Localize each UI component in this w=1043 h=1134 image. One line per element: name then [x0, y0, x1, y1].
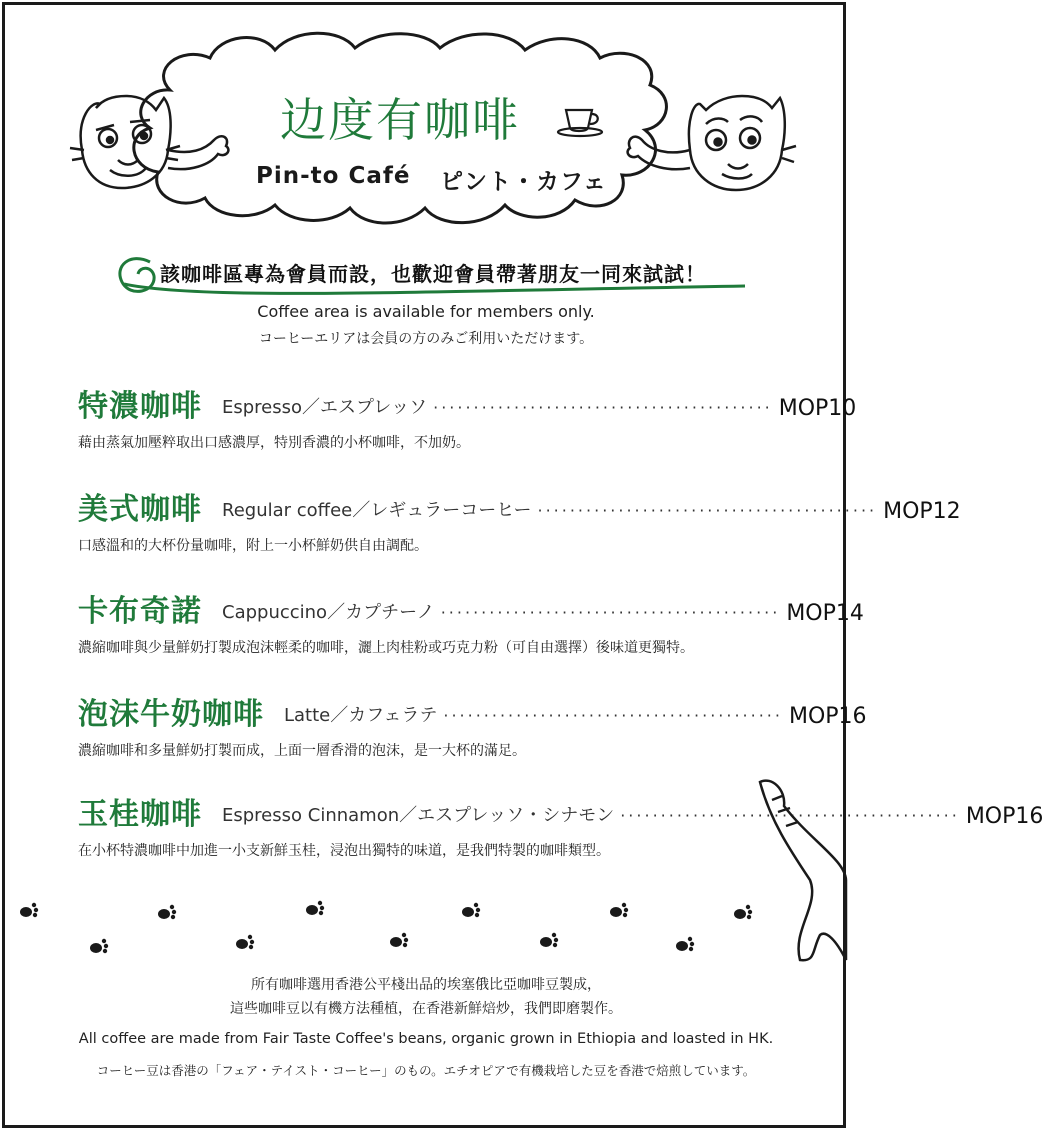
- brand-english-title: Pin-to Café: [256, 163, 411, 189]
- menu-item-description: 濃縮咖啡和多量鮮奶打製而成，上面一層香滑的泡沫，是一大杯的滿足。: [78, 743, 526, 759]
- menu-item-leader: ··········································: [440, 603, 781, 622]
- menu-item-price: MOP14: [786, 601, 864, 626]
- menu-item-price: MOP12: [883, 499, 961, 524]
- menu-item-description: 濃縮咖啡與少量鮮奶打製成泡沫輕柔的咖啡，灑上肉桂粉或巧克力粉（可自由選擇）後味道更獨特。: [78, 640, 694, 656]
- menu-item-name: 泡沫牛奶咖啡: [78, 697, 264, 732]
- menu-item-leader: ··········································: [537, 501, 878, 520]
- menu-item-name: 美式咖啡: [78, 492, 202, 527]
- menu-item-subtitle: Regular coffee／レギュラーコーヒー: [222, 500, 532, 521]
- footer-line-1: 所有咖啡選用香港公平棧出品的埃塞俄比亞咖啡豆製成，: [251, 977, 601, 993]
- footer-line-4: コーヒー豆は香港の「フェア・テイスト・コーヒー」のもの。エチオピアで有機栽培した豆を香港で焙煎しています。: [96, 1063, 756, 1078]
- menu-item-subtitle: Espresso／エスプレッソ: [222, 397, 428, 418]
- menu-item-price: MOP16: [788, 704, 867, 729]
- menu-item-subtitle: Latte／カフェラテ: [284, 705, 438, 726]
- menu-item-price: MOP16: [965, 804, 1043, 829]
- menu-item-name: 玉桂咖啡: [78, 797, 202, 832]
- menu-item-price: MOP10: [778, 396, 857, 421]
- notice-japanese: コーヒーエリアは会員の方のみご利用いただけます。: [258, 331, 594, 347]
- menu-item-subtitle: Espresso Cinnamon／エスプレッソ・シナモン: [222, 805, 615, 826]
- notice-english: Coffee area is available for members only.: [257, 302, 595, 321]
- cat-tail-icon: [760, 781, 846, 961]
- menu-item-leader: ··········································: [443, 706, 783, 725]
- footer-line-2: 這些咖啡豆以有機方法種植，在香港新鮮焙炒，我們即磨製作。: [230, 1001, 622, 1017]
- paw-print-icon: [20, 901, 752, 953]
- brand-japanese-title: ピント・カフェ: [440, 169, 607, 195]
- menu-item-description: 口感溫和的大杯份量咖啡，附上一小杯鮮奶供自由調配。: [78, 538, 428, 554]
- footer-line-3: All coffee are made from Fair Taste Coffee's beans, organic grown in Ethiopia and loasted in HK.: [78, 1031, 774, 1047]
- menu-item-description: 藉由蒸氣加壓粹取出口感濃厚，特別香濃的小杯咖啡，不加奶。: [78, 435, 470, 451]
- menu-item-subtitle: Cappuccino／カプチーノ: [222, 602, 435, 623]
- notice-chinese: 該咖啡區專為會員而設，也歡迎會員帶著朋友一同來試試！: [160, 262, 706, 286]
- menu-item-name: 特濃咖啡: [78, 389, 202, 424]
- menu-item-leader: ··········································: [620, 806, 960, 825]
- menu-item-description: 在小杯特濃咖啡中加進一小支新鮮玉桂，浸泡出獨特的味道，是我們特製的咖啡類型。: [78, 843, 610, 859]
- brand-chinese-title: 边度有咖啡: [280, 93, 520, 147]
- menu-item-name: 卡布奇諾: [78, 594, 202, 629]
- menu-item-leader: ··········································: [433, 398, 773, 417]
